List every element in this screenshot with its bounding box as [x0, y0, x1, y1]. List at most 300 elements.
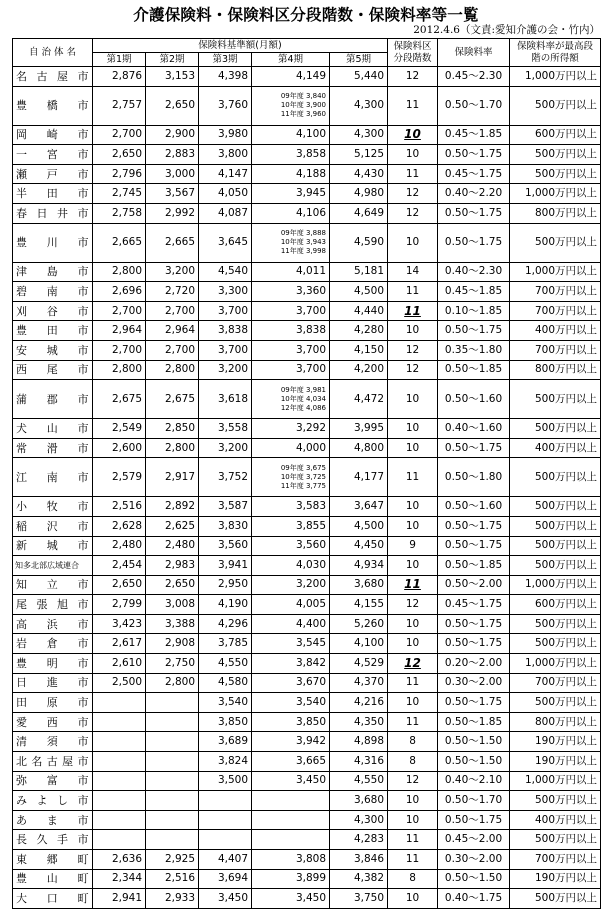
- cell-period-1: [93, 791, 146, 811]
- cell-city: 刈谷市: [13, 301, 93, 321]
- cell-period-1: 2,480: [93, 536, 146, 556]
- table-row: [13, 340, 601, 360]
- period-4-year-value: 12年度 4,086: [280, 403, 326, 412]
- cell-period-2: 2,650: [146, 575, 199, 595]
- cell-stages: 11: [388, 850, 438, 870]
- cell-city: 稲沢市: [13, 516, 93, 536]
- cell-period-4-yearly: [252, 86, 330, 125]
- cell-period-2: 2,800: [146, 438, 199, 458]
- cell-period-4: 4,149: [252, 67, 330, 87]
- cell-period-2: 2,650: [146, 86, 199, 125]
- cell-period-1: 2,700: [93, 301, 146, 321]
- cell-period-4: 3,583: [252, 497, 330, 517]
- cell-period-1: 2,876: [93, 67, 146, 87]
- cell-city: 碧南市: [13, 282, 93, 302]
- cell-income: 700万円以上: [510, 282, 601, 302]
- cell-period-5: 4,216: [330, 693, 388, 713]
- cell-rate: 0.40～1.75: [438, 889, 510, 909]
- cell-stages: 10: [388, 516, 438, 536]
- cell-rate: 0.50～1.70: [438, 86, 510, 125]
- cell-period-5: 4,316: [330, 752, 388, 772]
- table-row: [13, 125, 601, 145]
- cell-city: 岩倉市: [13, 634, 93, 654]
- cell-period-3: 4,550: [199, 654, 252, 674]
- table-row: [13, 145, 601, 165]
- cell-period-1: [93, 693, 146, 713]
- cell-period-2: [146, 791, 199, 811]
- cell-period-4: 3,292: [252, 419, 330, 439]
- cell-period-4: 3,545: [252, 634, 330, 654]
- cell-rate: 0.50～1.75: [438, 145, 510, 165]
- cell-rate: 0.50～1.85: [438, 556, 510, 576]
- cell-stages: 9: [388, 536, 438, 556]
- cell-rate: 0.50～1.50: [438, 752, 510, 772]
- table-row: [13, 360, 601, 380]
- cell-period-4: 3,945: [252, 184, 330, 204]
- cell-period-1: 2,650: [93, 145, 146, 165]
- cell-stages: 10: [388, 321, 438, 341]
- cell-period-4: 3,858: [252, 145, 330, 165]
- cell-period-5: 3,680: [330, 575, 388, 595]
- cell-period-2: 2,800: [146, 360, 199, 380]
- table-body: [13, 67, 601, 909]
- cell-stages: 10: [388, 634, 438, 654]
- cell-period-5: 3,995: [330, 419, 388, 439]
- cell-period-3: 3,785: [199, 634, 252, 654]
- cell-stages: 10: [388, 614, 438, 634]
- cell-stages: 12: [388, 67, 438, 87]
- cell-rate: 0.45～1.85: [438, 125, 510, 145]
- cell-period-3: [199, 810, 252, 830]
- cell-income: 500万円以上: [510, 497, 601, 517]
- cell-period-4: 4,188: [252, 164, 330, 184]
- cell-income: 500万円以上: [510, 164, 601, 184]
- cell-rate: 0.50～1.75: [438, 516, 510, 536]
- cell-income: 500万円以上: [510, 614, 601, 634]
- cell-rate: 0.30～2.00: [438, 673, 510, 693]
- cell-period-1: 2,549: [93, 419, 146, 439]
- table-row: [13, 712, 601, 732]
- period-4-year-value: 09年度 3,840: [280, 92, 326, 101]
- cell-period-1: 2,941: [93, 889, 146, 909]
- header-income: [510, 39, 601, 67]
- header-stages-label: 保険料区分段階数: [393, 40, 432, 64]
- cell-period-4: 3,850: [252, 712, 330, 732]
- cell-period-1: 2,696: [93, 282, 146, 302]
- period-4-year-value: 10年度 4,034: [280, 394, 326, 403]
- header-period-3: 第3期: [199, 53, 252, 67]
- cell-income: 600万円以上: [510, 125, 601, 145]
- cell-income: 190万円以上: [510, 752, 601, 772]
- cell-stages: 12: [388, 203, 438, 223]
- cell-period-2: [146, 712, 199, 732]
- cell-period-3: 4,296: [199, 614, 252, 634]
- cell-period-2: 2,750: [146, 654, 199, 674]
- cell-period-5: 4,155: [330, 595, 388, 615]
- cell-income: 1,000万円以上: [510, 575, 601, 595]
- cell-city: 西尾市: [13, 360, 93, 380]
- cell-period-3: 3,540: [199, 693, 252, 713]
- cell-stages: 10: [388, 693, 438, 713]
- cell-city: 新城市: [13, 536, 93, 556]
- cell-period-1: 2,500: [93, 673, 146, 693]
- cell-period-5: 4,980: [330, 184, 388, 204]
- period-4-year-value: 09年度 3,675: [280, 463, 326, 472]
- cell-city: 豊川市: [13, 223, 93, 262]
- period-4-year-value: 11年度 3,775: [280, 481, 326, 490]
- cell-period-3: 3,980: [199, 125, 252, 145]
- cell-stages: 11: [388, 830, 438, 850]
- cell-stages: 11: [388, 301, 438, 321]
- cell-period-5: 4,280: [330, 321, 388, 341]
- cell-period-2: 2,700: [146, 340, 199, 360]
- cell-period-4: 3,540: [252, 693, 330, 713]
- cell-period-2: 2,892: [146, 497, 199, 517]
- cell-period-1: 2,600: [93, 438, 146, 458]
- cell-period-2: 2,665: [146, 223, 199, 262]
- table-row: [13, 380, 601, 419]
- period-4-year-value: 11年度 3,960: [280, 110, 326, 119]
- cell-stages: 8: [388, 752, 438, 772]
- cell-city: 豊山町: [13, 869, 93, 889]
- cell-period-5: 4,300: [330, 125, 388, 145]
- cell-period-3: [199, 791, 252, 811]
- cell-stages: 11: [388, 86, 438, 125]
- cell-income: 500万円以上: [510, 458, 601, 497]
- cell-city: 豊明市: [13, 654, 93, 674]
- cell-stages: 10: [388, 438, 438, 458]
- cell-income: 500万円以上: [510, 830, 601, 850]
- cell-stages: 11: [388, 575, 438, 595]
- cell-city: 大口町: [13, 889, 93, 909]
- cell-city: 知立市: [13, 575, 93, 595]
- table-row: [13, 673, 601, 693]
- cell-period-2: 2,917: [146, 458, 199, 497]
- table-row: [13, 654, 601, 674]
- cell-period-5: 4,472: [330, 380, 388, 419]
- cell-rate: 0.45～1.75: [438, 164, 510, 184]
- cell-period-2: 2,933: [146, 889, 199, 909]
- cell-city: 蒲郡市: [13, 380, 93, 419]
- cell-period-4: 4,005: [252, 595, 330, 615]
- document-title: 介護保険料・保険料区分段階数・保険料率等一覧: [133, 6, 479, 24]
- cell-period-5: 4,350: [330, 712, 388, 732]
- header-period-5: 第5期: [330, 53, 388, 67]
- cell-period-4: 3,560: [252, 536, 330, 556]
- cell-period-4-yearly: [252, 458, 330, 497]
- cell-stages: 11: [388, 712, 438, 732]
- cell-stages: 12: [388, 595, 438, 615]
- cell-period-3: 3,500: [199, 771, 252, 791]
- cell-period-4: [252, 830, 330, 850]
- cell-city: 豊橋市: [13, 86, 93, 125]
- cell-period-2: 2,700: [146, 301, 199, 321]
- cell-period-2: 2,925: [146, 850, 199, 870]
- cell-rate: 0.50～1.85: [438, 712, 510, 732]
- cell-period-5: 4,934: [330, 556, 388, 576]
- cell-period-2: 2,992: [146, 203, 199, 223]
- cell-period-4: 4,106: [252, 203, 330, 223]
- cell-period-5: 4,800: [330, 438, 388, 458]
- table-row: [13, 850, 601, 870]
- cell-rate: 0.50～1.75: [438, 223, 510, 262]
- cell-city: 長久手市: [13, 830, 93, 850]
- cell-period-3: 3,830: [199, 516, 252, 536]
- cell-income: 500万円以上: [510, 889, 601, 909]
- cell-period-3: 3,941: [199, 556, 252, 576]
- table-row: [13, 771, 601, 791]
- cell-period-5: 4,440: [330, 301, 388, 321]
- cell-income: 700万円以上: [510, 301, 601, 321]
- cell-stages: 10: [388, 791, 438, 811]
- cell-city: 弥富市: [13, 771, 93, 791]
- cell-rate: 0.50～1.75: [438, 693, 510, 713]
- table-row: [13, 86, 601, 125]
- cell-rate: 0.35～1.80: [438, 340, 510, 360]
- cell-period-2: 3,008: [146, 595, 199, 615]
- cell-income: 1,000万円以上: [510, 771, 601, 791]
- cell-income: 500万円以上: [510, 693, 601, 713]
- cell-period-3: 3,200: [199, 438, 252, 458]
- cell-period-4: 4,100: [252, 125, 330, 145]
- table-row: [13, 889, 601, 909]
- cell-period-1: 2,758: [93, 203, 146, 223]
- cell-income: 500万円以上: [510, 791, 601, 811]
- header-period-2: 第2期: [146, 53, 199, 67]
- cell-city: 春日井市: [13, 203, 93, 223]
- cell-stages: 10: [388, 556, 438, 576]
- cell-period-4: 3,450: [252, 771, 330, 791]
- cell-period-1: 2,665: [93, 223, 146, 262]
- cell-city: みよし市: [13, 791, 93, 811]
- cell-rate: 0.50～1.50: [438, 869, 510, 889]
- cell-stages: 10: [388, 419, 438, 439]
- cell-period-2: 2,983: [146, 556, 199, 576]
- cell-rate: 0.45～1.75: [438, 595, 510, 615]
- header-income-label: 保険料率が最高段階の所得額: [517, 40, 594, 64]
- cell-period-4: 4,400: [252, 614, 330, 634]
- cell-city: 瀬戸市: [13, 164, 93, 184]
- cell-stages: 10: [388, 497, 438, 517]
- cell-period-1: [93, 810, 146, 830]
- cell-income: 500万円以上: [510, 634, 601, 654]
- cell-stages: 12: [388, 771, 438, 791]
- cell-period-2: [146, 693, 199, 713]
- cell-period-3: 3,645: [199, 223, 252, 262]
- cell-period-1: [93, 712, 146, 732]
- cell-rate: 0.50～1.75: [438, 634, 510, 654]
- table-row: [13, 693, 601, 713]
- cell-period-3: 4,407: [199, 850, 252, 870]
- table-row: [13, 67, 601, 87]
- cell-period-2: 2,800: [146, 673, 199, 693]
- cell-period-2: [146, 810, 199, 830]
- cell-period-1: [93, 771, 146, 791]
- cell-period-3: 3,800: [199, 145, 252, 165]
- cell-stages: 10: [388, 889, 438, 909]
- cell-period-3: 3,752: [199, 458, 252, 497]
- cell-period-3: 3,700: [199, 340, 252, 360]
- cell-period-5: 4,300: [330, 810, 388, 830]
- cell-period-3: 3,689: [199, 732, 252, 752]
- cell-income: 1,000万円以上: [510, 67, 601, 87]
- cell-stages: 11: [388, 282, 438, 302]
- cell-income: 500万円以上: [510, 419, 601, 439]
- cell-stages: 10: [388, 125, 438, 145]
- cell-period-2: 2,900: [146, 125, 199, 145]
- table-row: [13, 634, 601, 654]
- cell-income: 800万円以上: [510, 712, 601, 732]
- cell-period-1: 2,800: [93, 262, 146, 282]
- cell-income: 400万円以上: [510, 810, 601, 830]
- cell-rate: 0.50～1.75: [438, 321, 510, 341]
- cell-income: 500万円以上: [510, 86, 601, 125]
- cell-period-5: 4,100: [330, 634, 388, 654]
- cell-income: 1,000万円以上: [510, 654, 601, 674]
- cell-income: 190万円以上: [510, 732, 601, 752]
- cell-period-5: 5,181: [330, 262, 388, 282]
- cell-period-1: 2,964: [93, 321, 146, 341]
- cell-period-2: 2,883: [146, 145, 199, 165]
- cell-period-4: 3,450: [252, 889, 330, 909]
- cell-period-5: 4,550: [330, 771, 388, 791]
- cell-rate: 0.50～1.75: [438, 203, 510, 223]
- cell-period-3: 3,824: [199, 752, 252, 772]
- cell-income: 700万円以上: [510, 673, 601, 693]
- cell-period-4: 3,665: [252, 752, 330, 772]
- header-period-4: 第4期: [252, 53, 330, 67]
- cell-rate: 0.50～1.75: [438, 614, 510, 634]
- cell-period-2: 2,516: [146, 869, 199, 889]
- cell-city: 田原市: [13, 693, 93, 713]
- cell-period-4: 3,700: [252, 301, 330, 321]
- cell-city: 安城市: [13, 340, 93, 360]
- cell-period-3: [199, 830, 252, 850]
- cell-period-5: 4,382: [330, 869, 388, 889]
- cell-income: 600万円以上: [510, 595, 601, 615]
- cell-income: 500万円以上: [510, 556, 601, 576]
- cell-income: 700万円以上: [510, 340, 601, 360]
- cell-stages: 10: [388, 810, 438, 830]
- table-row: [13, 614, 601, 634]
- cell-period-5: 4,590: [330, 223, 388, 262]
- table-row: [13, 223, 601, 262]
- cell-rate: 0.50～1.75: [438, 810, 510, 830]
- cell-income: 700万円以上: [510, 850, 601, 870]
- cell-rate: 0.40～2.30: [438, 262, 510, 282]
- cell-period-1: [93, 752, 146, 772]
- cell-period-5: 3,647: [330, 497, 388, 517]
- cell-city: 日進市: [13, 673, 93, 693]
- cell-period-4: [252, 791, 330, 811]
- cell-city: 東郷町: [13, 850, 93, 870]
- cell-period-4-yearly: [252, 380, 330, 419]
- table-row: [13, 282, 601, 302]
- cell-period-2: 3,000: [146, 164, 199, 184]
- cell-stages: 10: [388, 380, 438, 419]
- cell-stages: 11: [388, 673, 438, 693]
- period-4-year-value: 10年度 3,725: [280, 472, 326, 481]
- cell-city: 高浜市: [13, 614, 93, 634]
- cell-period-1: 2,454: [93, 556, 146, 576]
- period-4-year-value: 09年度 3,888: [280, 229, 326, 238]
- cell-period-3: 3,450: [199, 889, 252, 909]
- cell-city: 知多北部広域連合: [13, 556, 93, 576]
- cell-period-1: 2,745: [93, 184, 146, 204]
- cell-period-4: [252, 810, 330, 830]
- cell-period-1: 3,423: [93, 614, 146, 634]
- cell-city: あま市: [13, 810, 93, 830]
- cell-period-2: 2,908: [146, 634, 199, 654]
- cell-period-5: 4,430: [330, 164, 388, 184]
- cell-period-5: 4,177: [330, 458, 388, 497]
- cell-rate: 0.45～2.00: [438, 830, 510, 850]
- cell-period-3: 4,147: [199, 164, 252, 184]
- cell-period-1: 2,636: [93, 850, 146, 870]
- cell-city: 名古屋市: [13, 67, 93, 87]
- cell-period-4: 3,942: [252, 732, 330, 752]
- cell-period-3: 2,950: [199, 575, 252, 595]
- cell-period-2: 3,388: [146, 614, 199, 634]
- header-period-1: 第1期: [93, 53, 146, 67]
- cell-period-5: 3,680: [330, 791, 388, 811]
- cell-period-3: 3,300: [199, 282, 252, 302]
- cell-period-1: 2,628: [93, 516, 146, 536]
- cell-stages: 8: [388, 869, 438, 889]
- cell-period-4: 4,011: [252, 262, 330, 282]
- cell-period-4: 3,670: [252, 673, 330, 693]
- cell-city: 犬山市: [13, 419, 93, 439]
- cell-period-5: 4,283: [330, 830, 388, 850]
- cell-stages: 12: [388, 340, 438, 360]
- cell-period-1: 2,800: [93, 360, 146, 380]
- cell-city: 豊田市: [13, 321, 93, 341]
- cell-period-5: 3,750: [330, 889, 388, 909]
- cell-city: 尾張旭市: [13, 595, 93, 615]
- cell-period-3: 3,838: [199, 321, 252, 341]
- cell-stages: 10: [388, 145, 438, 165]
- table-row: [13, 575, 601, 595]
- cell-period-3: 4,540: [199, 262, 252, 282]
- table-row: [13, 321, 601, 341]
- period-4-year-value: 09年度 3,981: [280, 385, 326, 394]
- premium-table: [12, 38, 601, 909]
- cell-period-3: 3,694: [199, 869, 252, 889]
- cell-period-1: 2,610: [93, 654, 146, 674]
- cell-period-2: 2,480: [146, 536, 199, 556]
- cell-rate: 0.50～1.85: [438, 360, 510, 380]
- cell-period-1: [93, 732, 146, 752]
- cell-rate: 0.40～1.60: [438, 419, 510, 439]
- cell-period-5: 5,125: [330, 145, 388, 165]
- cell-rate: 0.10～1.85: [438, 301, 510, 321]
- table-row: [13, 458, 601, 497]
- cell-period-5: 4,649: [330, 203, 388, 223]
- cell-period-5: 5,440: [330, 67, 388, 87]
- table-row: [13, 752, 601, 772]
- cell-city: 常滑市: [13, 438, 93, 458]
- cell-period-3: 3,560: [199, 536, 252, 556]
- table-row: [13, 869, 601, 889]
- cell-period-2: 3,200: [146, 262, 199, 282]
- cell-income: 1,000万円以上: [510, 262, 601, 282]
- cell-period-4: 3,360: [252, 282, 330, 302]
- cell-period-2: 3,567: [146, 184, 199, 204]
- cell-income: 800万円以上: [510, 203, 601, 223]
- cell-city: 津島市: [13, 262, 93, 282]
- cell-income: 400万円以上: [510, 321, 601, 341]
- table-row: [13, 536, 601, 556]
